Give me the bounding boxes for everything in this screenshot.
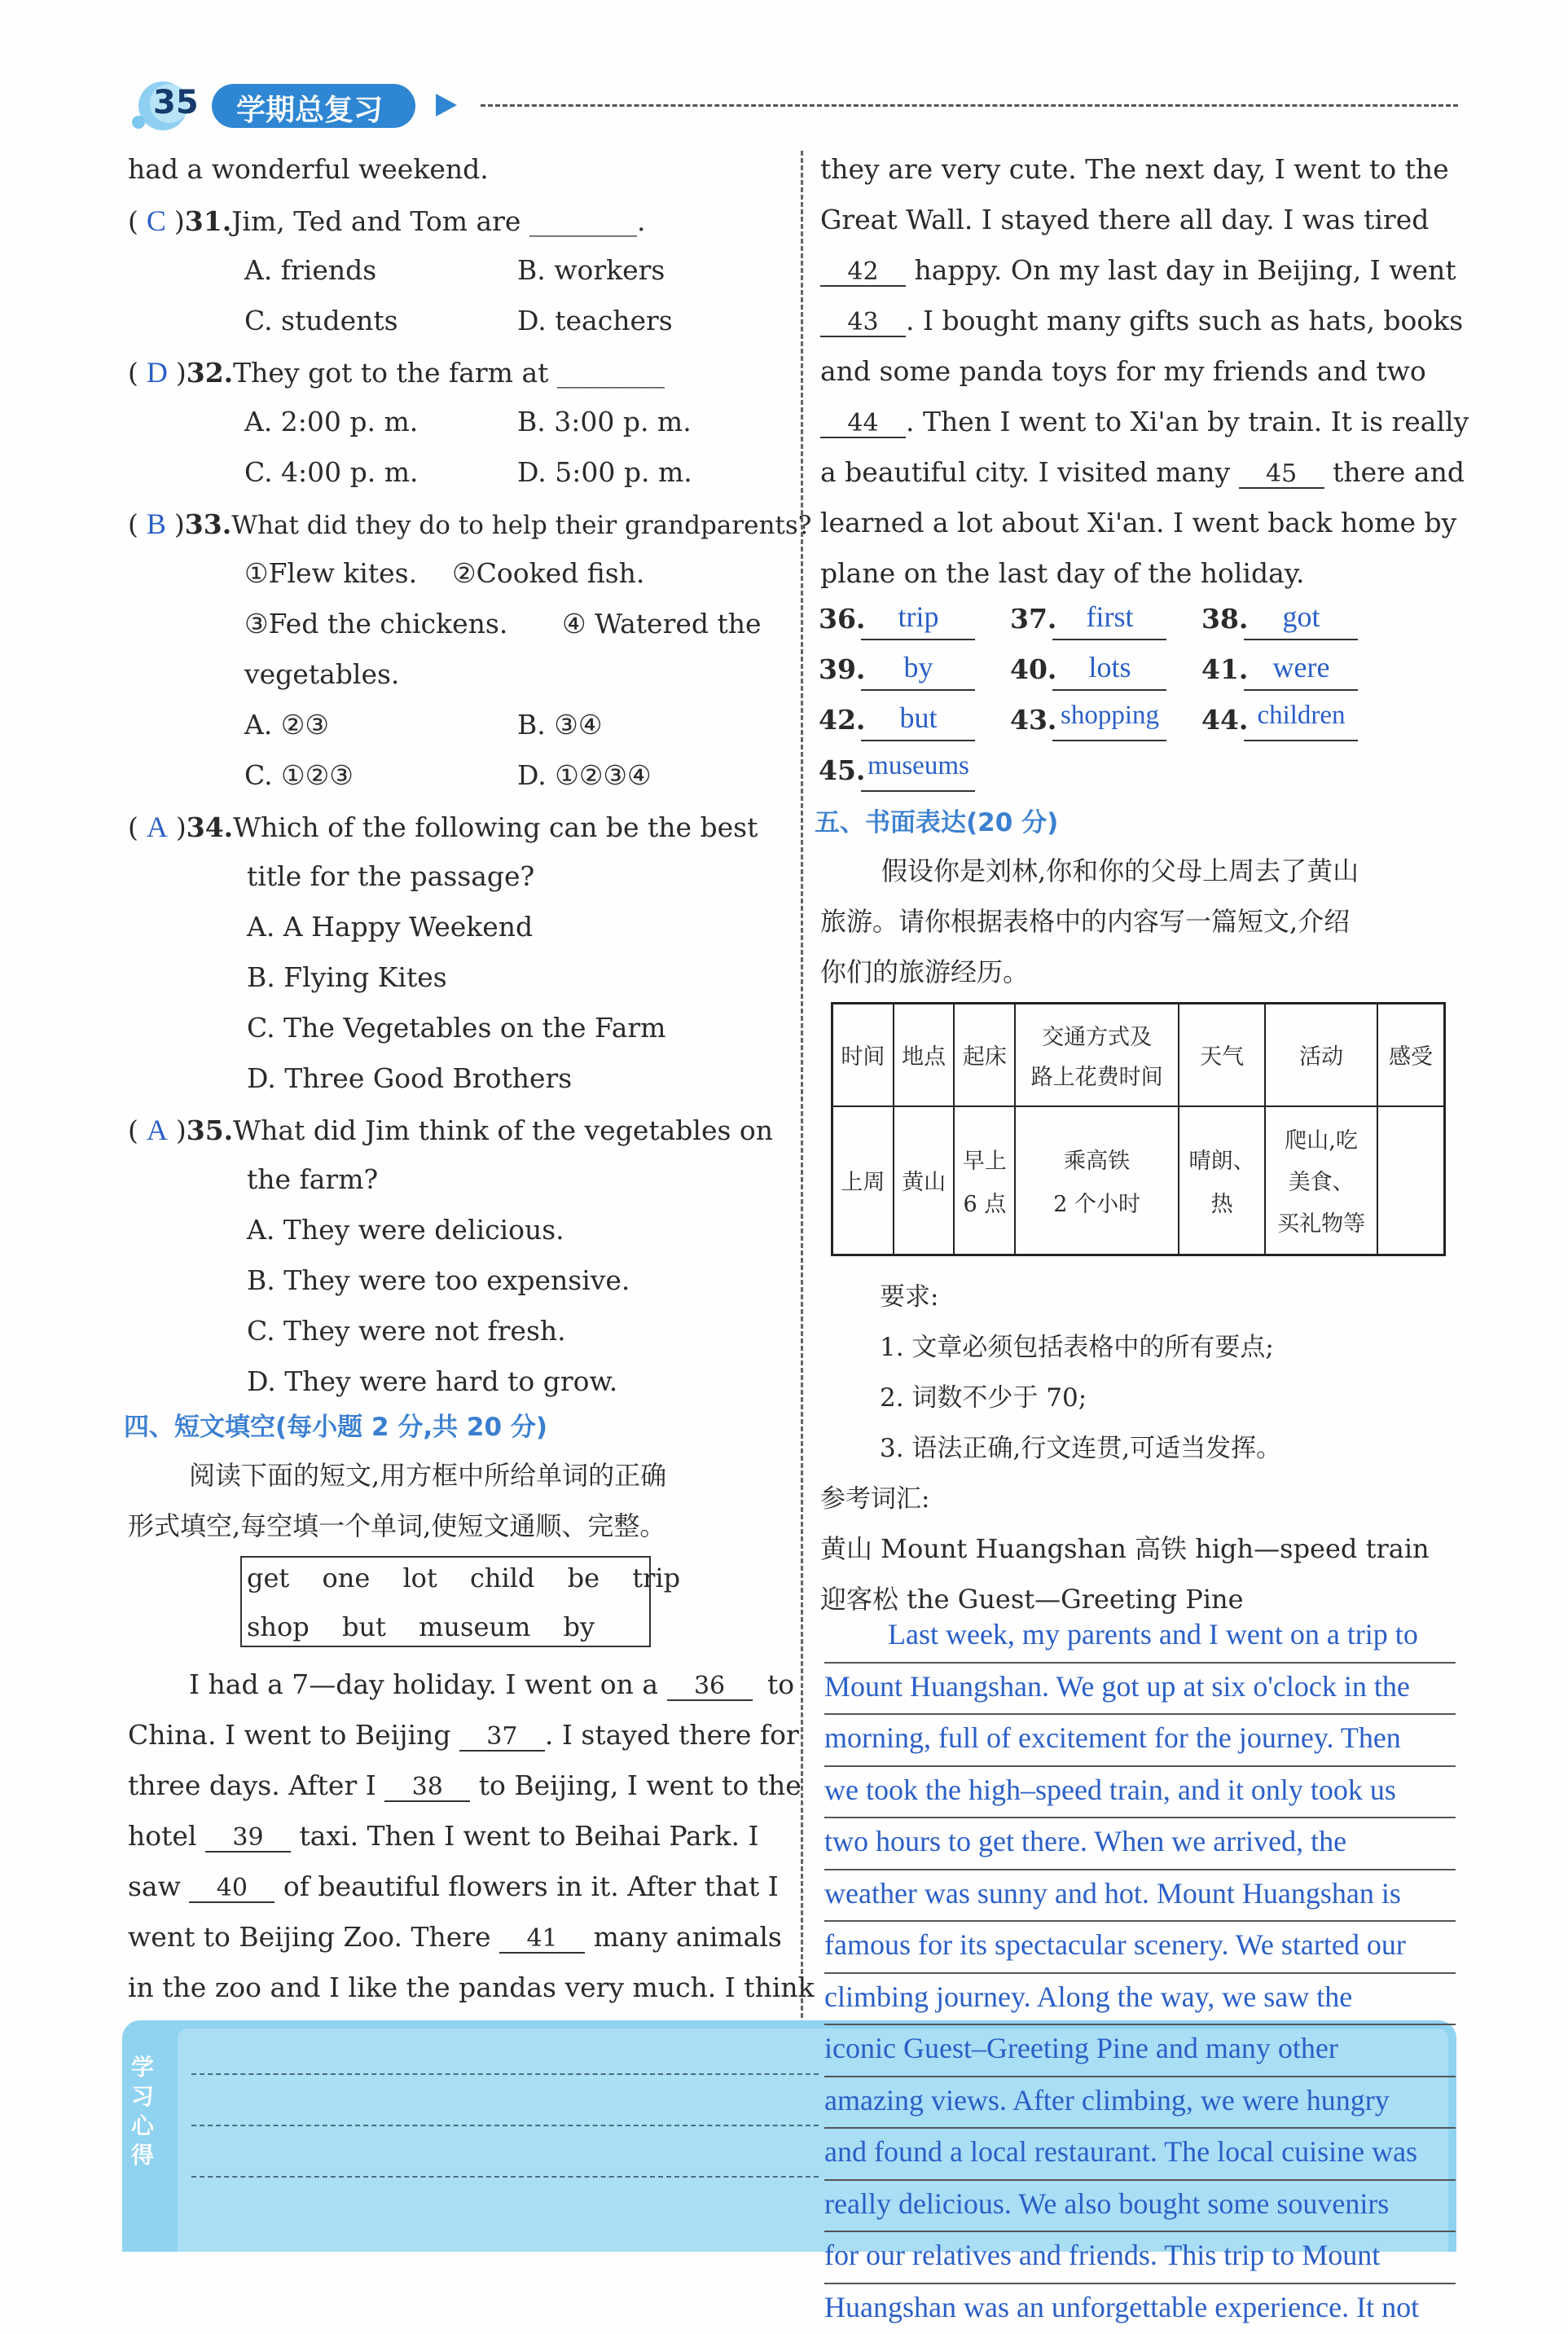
- blank-41[interactable]: 41: [499, 1926, 585, 1954]
- text: to: [767, 1668, 794, 1700]
- notes-label: 学习心得: [129, 2053, 156, 2170]
- question-number: 34.: [187, 811, 233, 843]
- cell-line: 美食、: [1269, 1164, 1373, 1196]
- option-d: D. They were hard to grow.: [247, 1365, 617, 1397]
- answer-word: children: [1250, 701, 1352, 731]
- slot-number: 44.: [1201, 704, 1248, 736]
- option-a: A. They were delicious.: [247, 1214, 564, 1246]
- cell-activity: [1265, 1106, 1377, 1255]
- option-d: D. Three Good Brothers: [247, 1062, 572, 1094]
- cell-line: 路上花费时间: [1019, 1059, 1175, 1091]
- essay-line: climbing journey. Along the way, we saw the: [824, 1974, 1456, 2026]
- essay-line: we took the high–speed train, and it only took us: [824, 1767, 1456, 1819]
- passage-line-1: [189, 1668, 794, 1701]
- word: museum: [419, 1611, 530, 1642]
- question-stem-cont: the farm?: [247, 1163, 378, 1195]
- option-c: C. They were not fresh.: [247, 1315, 566, 1347]
- option-c: C. students: [244, 305, 398, 336]
- section-5-title: 五、书面表达(20 分): [815, 802, 1058, 838]
- slot-number: 42.: [819, 704, 865, 736]
- question-number: 35.: [187, 1114, 233, 1146]
- passage-line-3: [128, 1769, 802, 1802]
- option-c: C. The Vegetables on the Farm: [247, 1012, 665, 1044]
- text: . I bought many gifts such as hats, books: [906, 305, 1463, 336]
- cell-time: 上周: [832, 1106, 894, 1255]
- notes-line: [191, 2073, 819, 2075]
- word: by: [564, 1611, 595, 1642]
- header-activity: 活动: [1265, 1004, 1377, 1106]
- answer-word: trip: [867, 600, 969, 634]
- blank-40[interactable]: 40: [189, 1875, 275, 1903]
- header-place: 地点: [894, 1004, 955, 1106]
- option-b: B. 3:00 p. m.: [517, 406, 692, 437]
- passage-cont-line-9: plane on the last day of the holiday.: [820, 557, 1305, 589]
- answer-slot-43: [1010, 704, 1056, 736]
- slot-number: 43.: [1010, 704, 1056, 736]
- blank-44[interactable]: 44: [820, 411, 906, 438]
- blank-43[interactable]: 43: [820, 310, 906, 337]
- answer-word: got: [1250, 600, 1352, 634]
- answer-slot-37: [1010, 603, 1056, 635]
- item-3: ③Fed the chickens.: [244, 608, 507, 640]
- slot-number: 40.: [1010, 653, 1056, 685]
- answer-slot-40: [1010, 653, 1056, 685]
- column-divider: [801, 151, 803, 2033]
- answer-31: C: [147, 204, 166, 237]
- essay-line: Huangshan was an unforgettable experience. It not: [824, 2284, 1456, 2334]
- requirement-2: 2. 词数不少于 70;: [880, 1377, 1087, 1413]
- text: happy. On my last day in Beijing, I went: [915, 254, 1456, 286]
- page-header: [122, 77, 1458, 134]
- option-a: A. ②③: [244, 709, 329, 741]
- page-number: 35: [153, 84, 199, 121]
- question-number: 33.: [185, 508, 231, 540]
- text: China. I went to Beijing: [128, 1719, 450, 1751]
- blank-38[interactable]: 38: [384, 1774, 470, 1802]
- vocab-line-2: 迎客松 the Guest—Greeting Pine: [820, 1579, 1244, 1616]
- option-d: D. teachers: [517, 305, 673, 336]
- header-transport: [1015, 1004, 1179, 1106]
- text: to Beijing, I went to the: [479, 1769, 802, 1801]
- passage-cont-line-1: they are very cute. The next day, I went to the: [820, 153, 1449, 185]
- essay-line: and found a local restaurant. The local cuisine was: [824, 2129, 1456, 2181]
- text: taxi. Then I went to Beihai Park. I: [299, 1820, 758, 1852]
- word-box-row-1: [247, 1563, 680, 1593]
- option-b: B. They were too expensive.: [247, 1264, 630, 1296]
- answer-word: but: [867, 701, 969, 735]
- cell-line: 6 点: [958, 1186, 1011, 1218]
- answer-slot-39: [819, 653, 865, 685]
- essay-answer: [824, 1611, 1456, 2334]
- option-a: A. A Happy Weekend: [247, 911, 533, 943]
- cell-line: 买礼物等: [1269, 1206, 1373, 1237]
- slot-number: 37.: [1010, 603, 1056, 635]
- essay-line: Last week, my parents and I went on a trip to: [824, 1611, 1456, 1664]
- passage-cont-line-7: [820, 456, 1465, 489]
- question-31: ( C )31.Jim, Ted and Tom are ________.: [128, 204, 645, 238]
- option-b: B. Flying Kites: [247, 961, 447, 993]
- cell-getup: [954, 1106, 1015, 1255]
- essay-line: weather was sunny and hot. Mount Huangshan is: [824, 1870, 1456, 1923]
- answer-slot-42: [819, 704, 865, 736]
- section-4-title: 四、短文填空(每小题 2 分,共 20 分): [124, 1406, 547, 1443]
- cell-line: 交通方式及: [1019, 1019, 1175, 1051]
- question-stem: Jim, Ted and Tom are ________.: [231, 205, 645, 237]
- option-a: A. friends: [244, 254, 376, 286]
- item-4: ④ Watered the: [562, 608, 762, 640]
- slot-number: 45.: [819, 754, 865, 786]
- text: three days. After I: [128, 1769, 376, 1801]
- section-title: 学期总复习: [236, 87, 383, 129]
- header-getup: 起床: [954, 1004, 1015, 1106]
- item-1: ①Flew kites.: [244, 557, 417, 589]
- notes-line: [191, 2176, 819, 2178]
- essay-line: iconic Guest–Greeting Pine and many other: [824, 2025, 1456, 2077]
- question-35: ( A )35.What did Jim think of the vegetables on: [128, 1113, 773, 1147]
- blank-45[interactable]: 45: [1239, 461, 1324, 489]
- cell-line: 早上: [958, 1143, 1011, 1175]
- header-feeling: 感受: [1377, 1004, 1445, 1106]
- answer-slot-44: [1201, 704, 1248, 736]
- word: child: [470, 1563, 534, 1593]
- question-number: 32.: [187, 357, 233, 389]
- answer-slot-41: [1201, 653, 1248, 685]
- header-weather: 天气: [1179, 1004, 1265, 1106]
- text: I had a 7—day holiday. I went on a: [189, 1668, 658, 1700]
- option-d: D. 5:00 p. m.: [517, 456, 692, 488]
- cell-line: 2 个小时: [1019, 1186, 1175, 1218]
- answer-slot-45: [819, 754, 865, 786]
- item-2: ②Cooked fish.: [452, 557, 644, 589]
- question-stem: They got to the farm at ________: [233, 357, 665, 389]
- word: lot: [402, 1563, 437, 1593]
- passage-line-6: [128, 1921, 782, 1954]
- section-5-prompt-2: 旅游。请你根据表格中的内容写一篇短文,介绍: [820, 901, 1350, 938]
- question-stem-cont: title for the passage?: [247, 860, 534, 892]
- question-32: ( D )32.They got to the farm at ________: [128, 355, 665, 389]
- section-5-prompt-1: 假设你是刘林,你和你的父母上周去了黄山: [881, 851, 1359, 888]
- answer-35: A: [147, 1114, 168, 1146]
- word: shop: [247, 1611, 310, 1642]
- text: a beautiful city. I visited many: [820, 456, 1230, 488]
- blank-39[interactable]: 39: [205, 1825, 291, 1853]
- passage-cont-line-4: [820, 305, 1463, 337]
- answer-slot-38: [1201, 603, 1248, 635]
- passage-cont-line-8: learned a lot about Xi'an. I went back home by: [820, 507, 1456, 538]
- arrow-icon: [436, 94, 457, 116]
- answer-word: museums: [867, 751, 969, 781]
- answer-word: shopping: [1059, 701, 1161, 731]
- slot-number: 39.: [819, 653, 865, 685]
- requirement-3: 3. 语法正确,行文连贯,可适当发挥。: [880, 1427, 1281, 1464]
- text: there and: [1333, 456, 1465, 488]
- section-4-instruction-cont: 形式填空,每空填一个单词,使短文通顺、完整。: [128, 1505, 665, 1543]
- cell-weather: [1179, 1106, 1265, 1255]
- answer-word: first: [1059, 600, 1161, 634]
- header-rule: [481, 104, 1458, 107]
- slot-number: 41.: [1201, 653, 1248, 685]
- cell-transport: [1015, 1106, 1179, 1255]
- section-5-prompt-3: 你们的旅游经历。: [820, 952, 1029, 989]
- text: many animals: [594, 1921, 782, 1953]
- text: went to Beijing Zoo. There: [128, 1921, 491, 1953]
- intro-line: had a wonderful weekend.: [128, 153, 489, 185]
- option-b: B. workers: [517, 254, 665, 286]
- vocab-line-1: 黄山 Mount Huangshan 高铁 high—speed train: [820, 1528, 1430, 1566]
- blank-42[interactable]: 42: [820, 259, 906, 287]
- section-4-instruction: 阅读下面的短文,用方框中所给单词的正确: [189, 1455, 666, 1492]
- option-c: C. ①②③: [244, 759, 354, 791]
- text: saw: [128, 1870, 181, 1902]
- slot-number: 38.: [1201, 603, 1248, 635]
- passage-cont-line-5: and some panda toys for my friends and two: [820, 355, 1426, 387]
- passage-line-5: [128, 1870, 779, 1903]
- text: . Then I went to Xi'an by train. It is really: [906, 406, 1469, 437]
- item-4-cont: vegetables.: [244, 658, 399, 690]
- answer-33: B: [147, 508, 166, 540]
- cell-line: 热: [1183, 1186, 1261, 1218]
- answer-word: were: [1250, 650, 1352, 684]
- option-d: D. ①②③④: [517, 759, 652, 791]
- question-34: ( A )34.Which of the following can be the best: [128, 810, 758, 844]
- text: hotel: [128, 1820, 196, 1852]
- cell-line: 乘高铁: [1019, 1143, 1175, 1175]
- requirements-title: 要求:: [880, 1276, 938, 1312]
- passage-line-7: in the zoo and I like the pandas very much. I think: [128, 1971, 815, 2003]
- blank-37[interactable]: 37: [459, 1724, 545, 1752]
- question-number: 31.: [185, 205, 231, 237]
- info-table: [831, 1002, 1446, 1256]
- essay-line: Mount Huangshan. We got up at six o'clock in the: [824, 1664, 1456, 1716]
- notes-line: [191, 2125, 819, 2126]
- passage-cont-line-3: [820, 254, 1456, 287]
- header-time: 时间: [832, 1004, 894, 1106]
- requirement-1: 1. 文章必须包括表格中的所有要点;: [880, 1326, 1274, 1363]
- question-stem: Which of the following can be the best: [233, 811, 758, 843]
- word: but: [342, 1611, 386, 1642]
- essay-line: famous for its spectacular scenery. We started our: [824, 1922, 1456, 1974]
- option-c: C. 4:00 p. m.: [244, 456, 419, 488]
- answer-word: by: [867, 650, 969, 684]
- word: trip: [632, 1563, 680, 1593]
- text: . I stayed there for: [545, 1719, 799, 1751]
- text: of beautiful flowers in it. After that I: [283, 1870, 779, 1902]
- cell-place: 黄山: [894, 1106, 955, 1255]
- word: get: [247, 1563, 289, 1593]
- question-stem: What did Jim think of the vegetables on: [233, 1114, 773, 1146]
- cell-line: 晴朗、: [1183, 1143, 1261, 1175]
- essay-line: for our relatives and friends. This trip to Mount: [824, 2232, 1456, 2284]
- word: one: [322, 1563, 370, 1593]
- vocab-title: 参考词汇:: [820, 1478, 929, 1514]
- answer-34: A: [147, 811, 168, 843]
- passage-line-4: [128, 1820, 759, 1853]
- essay-line: amazing views. After climbing, we were hungry: [824, 2077, 1456, 2130]
- essay-line: really delicious. We also bought some souvenirs: [824, 2181, 1456, 2233]
- blank-36[interactable]: 36: [667, 1673, 753, 1701]
- option-a: A. 2:00 p. m.: [244, 406, 418, 437]
- option-b: B. ③④: [517, 709, 602, 741]
- passage-cont-line-6: [820, 406, 1469, 438]
- word: be: [568, 1563, 600, 1593]
- cell-feeling: [1377, 1106, 1445, 1255]
- word-box-row-2: [247, 1611, 595, 1642]
- essay-line: morning, full of excitement for the journey. Then: [824, 1715, 1456, 1767]
- answer-32: D: [147, 356, 168, 389]
- cell-line: 爬山,吃: [1269, 1123, 1373, 1154]
- essay-line: two hours to get there. When we arrived, the: [824, 1818, 1456, 1870]
- slot-number: 36.: [819, 603, 865, 635]
- question-stem: What did they do to help their grandparents?: [231, 511, 811, 540]
- question-33: ( B )33.What did they do to help their grandparents?: [128, 507, 811, 541]
- answer-slot-36: [819, 603, 865, 635]
- passage-cont-line-2: Great Wall. I stayed there all day. I was tired: [820, 204, 1429, 235]
- answer-word: lots: [1059, 650, 1161, 684]
- passage-line-2: [128, 1719, 799, 1752]
